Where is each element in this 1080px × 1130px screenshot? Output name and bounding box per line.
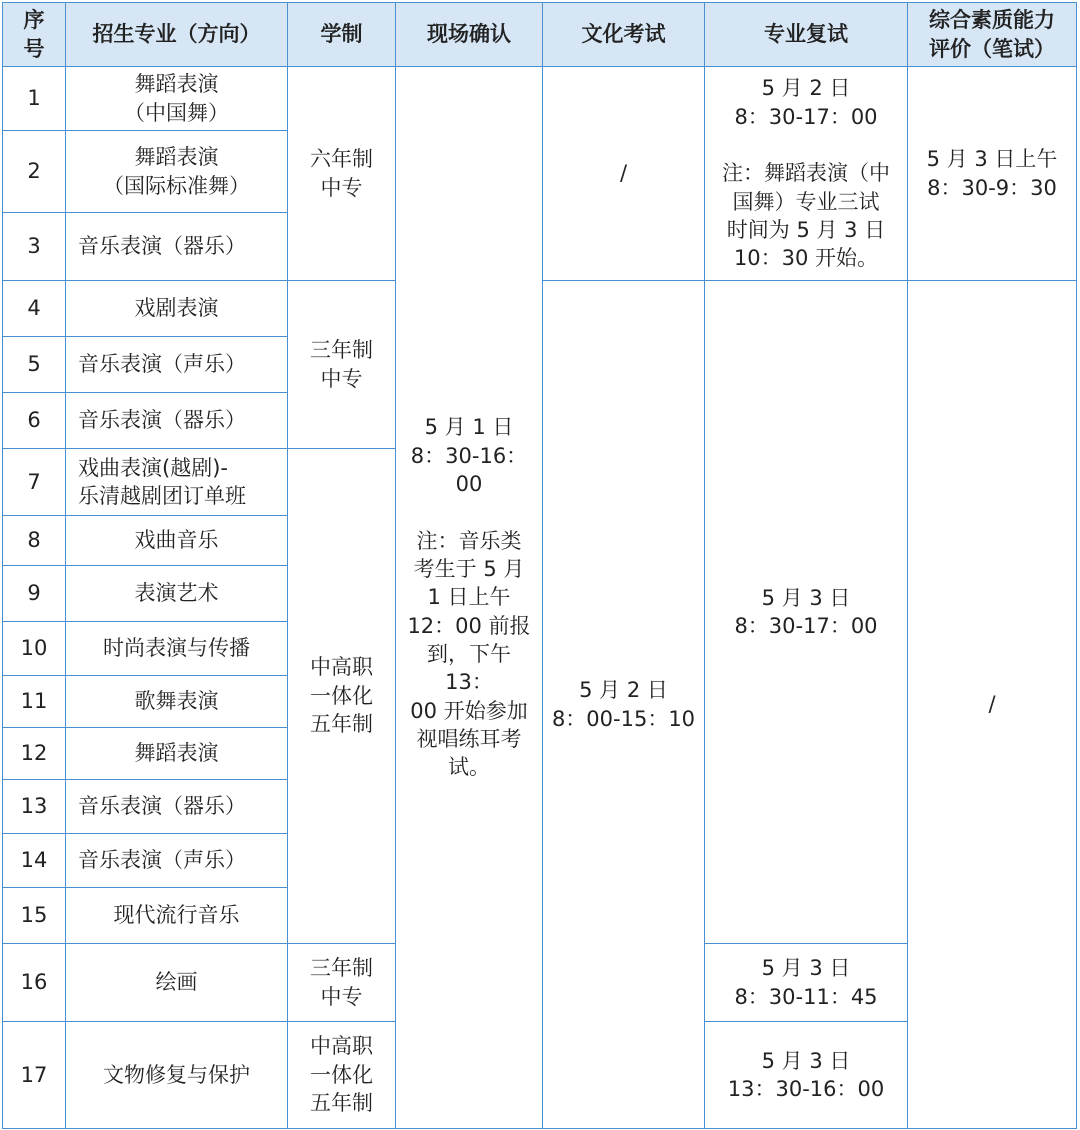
header-seq: 序 号 bbox=[3, 3, 66, 67]
row-number: 12 bbox=[3, 728, 66, 780]
row-number: 6 bbox=[3, 393, 66, 449]
row-number: 15 bbox=[3, 888, 66, 944]
culture-none-cell: / bbox=[543, 67, 705, 281]
row-number: 4 bbox=[3, 281, 66, 337]
system-three-year-a: 三年制 中专 bbox=[288, 281, 396, 449]
major-cell: 音乐表演（器乐） bbox=[66, 213, 288, 281]
row-number: 9 bbox=[3, 566, 66, 622]
header-retest: 专业复试 bbox=[705, 3, 908, 67]
row-number: 11 bbox=[3, 676, 66, 728]
row-number: 13 bbox=[3, 780, 66, 834]
row-number: 5 bbox=[3, 337, 66, 393]
major-cell: 戏剧表演 bbox=[66, 281, 288, 337]
retest-cell-d: 5 月 3 日 13：30-16：00 bbox=[705, 1022, 908, 1129]
major-cell: 舞蹈表演 （国际标准舞） bbox=[66, 131, 288, 213]
retest-cell-a: 5 月 2 日 8：30-17：00 注：舞蹈表演（中 国舞）专业三试 时间为 5 月 3 日 10：30 开始。 bbox=[705, 67, 908, 281]
system-six-year: 六年制 中专 bbox=[288, 67, 396, 281]
system-five-year-b: 中高职 一体化 五年制 bbox=[288, 1022, 396, 1129]
major-cell: 文物修复与保护 bbox=[66, 1022, 288, 1129]
table-row bbox=[3, 67, 1077, 131]
row-number: 14 bbox=[3, 834, 66, 888]
row-number: 8 bbox=[3, 516, 66, 566]
row-number: 1 bbox=[3, 67, 66, 131]
exam-schedule-table bbox=[2, 2, 1077, 1129]
major-cell: 音乐表演（器乐） bbox=[66, 780, 288, 834]
header-major: 招生专业（方向） bbox=[66, 3, 288, 67]
major-cell: 绘画 bbox=[66, 944, 288, 1022]
major-cell: 舞蹈表演 bbox=[66, 728, 288, 780]
confirm-cell: 5 月 1 日 8：30-16： 00 注：音乐类 考生于 5 月 1 日上午 12：00 前报 到，下午 13： 00 开始参加 视唱练耳考 试。 bbox=[396, 67, 543, 1129]
header-system: 学制 bbox=[288, 3, 396, 67]
overall-cell-a: 5 月 3 日上午 8：30-9：30 bbox=[908, 67, 1077, 281]
row-number: 7 bbox=[3, 449, 66, 516]
row-number: 16 bbox=[3, 944, 66, 1022]
major-cell: 戏曲音乐 bbox=[66, 516, 288, 566]
major-cell: 表演艺术 bbox=[66, 566, 288, 622]
retest-cell-c: 5 月 3 日 8：30-11：45 bbox=[705, 944, 908, 1022]
system-five-year-a: 中高职 一体化 五年制 bbox=[288, 449, 396, 944]
major-cell: 时尚表演与传播 bbox=[66, 622, 288, 676]
row-number: 17 bbox=[3, 1022, 66, 1129]
overall-none-cell: / bbox=[908, 281, 1077, 1129]
major-cell: 音乐表演（声乐） bbox=[66, 337, 288, 393]
major-cell: 音乐表演（器乐） bbox=[66, 393, 288, 449]
major-cell: 现代流行音乐 bbox=[66, 888, 288, 944]
major-cell: 戏曲表演(越剧)- 乐清越剧团订单班 bbox=[66, 449, 288, 516]
major-cell: 歌舞表演 bbox=[66, 676, 288, 728]
system-three-year-b: 三年制 中专 bbox=[288, 944, 396, 1022]
row-number: 3 bbox=[3, 213, 66, 281]
header-overall: 综合素质能力 评价（笔试） bbox=[908, 3, 1077, 67]
header-culture: 文化考试 bbox=[543, 3, 705, 67]
major-cell: 音乐表演（声乐） bbox=[66, 834, 288, 888]
row-number: 10 bbox=[3, 622, 66, 676]
major-cell: 舞蹈表演 （中国舞） bbox=[66, 67, 288, 131]
retest-cell-b: 5 月 3 日 8：30-17：00 bbox=[705, 281, 908, 944]
header-confirm: 现场确认 bbox=[396, 3, 543, 67]
culture-time-cell: 5 月 2 日 8：00-15：10 bbox=[543, 281, 705, 1129]
row-number: 2 bbox=[3, 131, 66, 213]
header-row bbox=[3, 3, 1077, 67]
